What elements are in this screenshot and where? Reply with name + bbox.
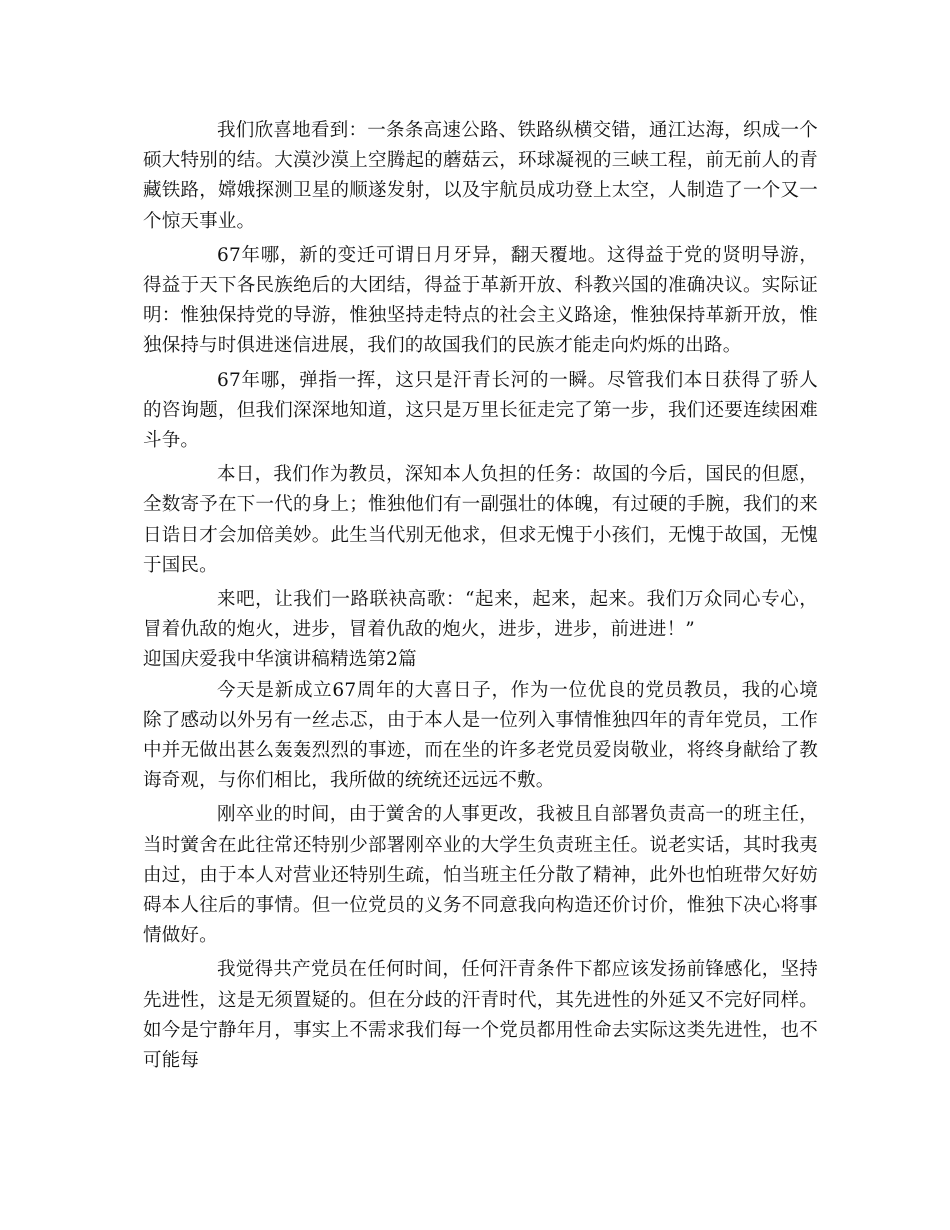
paragraph: 来吧，让我们一路联袂高歌：“起来，起来，起来。我们万众同心专心，冒着仇敌的炮火，进步，冒着仇敌的炮火，进步，进步，前进进！” [143, 589, 818, 641]
paragraph: 67年哪，新的变迁可谓日月牙异，翻天覆地。这得益于党的贤明导游，得益于天下各民族绝后的大团结，得益于革新开放、科教兴国的准确决议。实际证明：惟独保持党的导游，惟独坚持走特点的社会主义路途，惟独保持革新开放，惟独保持与时俱进迷信进展，我们的故国我们的民族才能走向灼烁的出路。 [143, 244, 818, 357]
paragraph: 本日，我们作为教员，深知本人负担的任务：故国的今后，国民的但愿，全数寄予在下一代的身上；惟独他们有一副强壮的体魄，有过硬的手腕，我们的来日诰日才会加倍美妙。此生当代别无他求，但求无愧于小孩们，无愧于故国，无愧于国民。 [143, 464, 818, 576]
paragraph: 今天是新成立67周年的大喜日子，作为一位优良的党员教员，我的心境除了感动以外另有一丝忐忑，由于本人是一位列入事情惟独四年的青年党员，工作中并无做出甚么轰轰烈烈的事迹，而在坐的许多老党员爱岗敬业，将终身献给了教诲奇观，与你们相比，我所做的统统还远远不敷。 [143, 679, 818, 792]
paragraph: 刚卒业的时间，由于黉舍的人事更改，我被且自部署负责高一的班主任，当时黉舍在此往常还特别少部署刚卒业的大学生负责班主任。说老实话，其时我夷由过，由于本人对营业还特别生疏，怕当班主任分散了精神，此外也怕班带欠好妨碍本人往后的事情。但一位党员的义务不同意我向构造还价讨价，惟独下决心将事情做好。 [143, 804, 818, 947]
section-title: 迎国庆爱我中华演讲稿精选第2篇 [143, 649, 417, 671]
paragraph: 我们欣喜地看到：一条条高速公路、铁路纵横交错，通江达海，织成一个硕大特别的结。大漠沙漠上空腾起的蘑菇云，环球凝视的三峡工程，前无前人的青藏铁路，嫦娥探测卫星的顺遂发射，以及宇航员成功登上太空，人制造了一个又一个惊天事业。 [143, 120, 818, 232]
document-body [143, 116, 818, 1076]
paragraph: 我觉得共产党员在任何时间，任何汗青条件下都应该发扬前锋感化，坚持先进性，这是无须置疑的。但在分歧的汗青时代，其先进性的外延又不完好同样。如今是宁静年月，事实上不需求我们每一个党员都用性命去实际这类先进性，也不可能每 [143, 959, 818, 1072]
paragraph: 67年哪，弹指一挥，这只是汗青长河的一瞬。尽管我们本日获得了骄人的咨询题，但我们深深地知道，这只是万里长征走完了第一步，我们还要连续困难斗争。 [143, 369, 818, 452]
